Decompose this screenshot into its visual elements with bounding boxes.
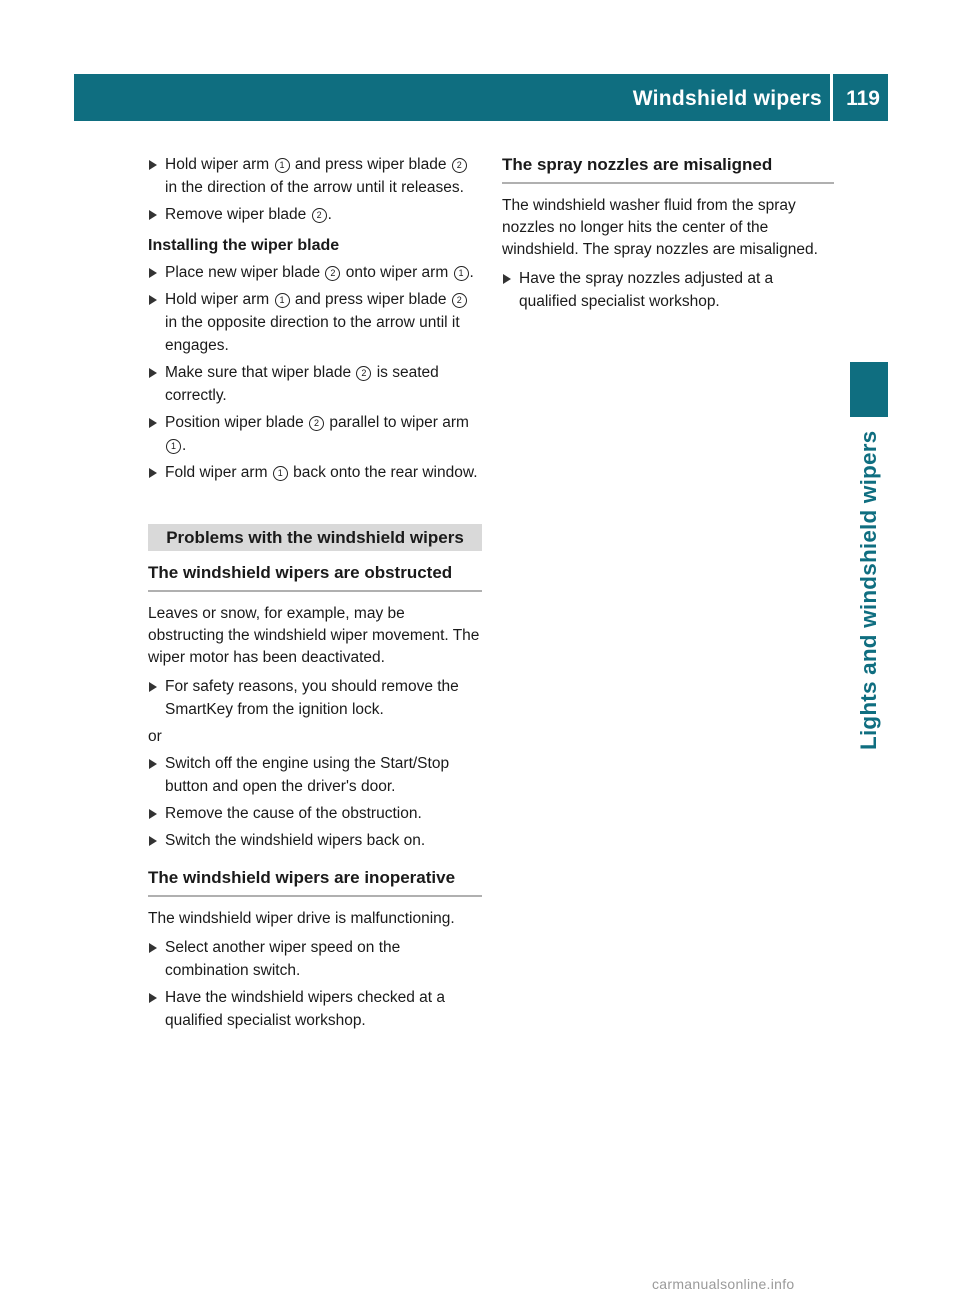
left-column (148, 153, 482, 1036)
callout-number: 1 (273, 466, 288, 481)
step-switch-off-engine: Switch off the engine using the Start/Stop button and open the driver's door. (148, 752, 482, 798)
step-remove-smartkey: For safety reasons, you should remove the SmartKey from the ignition lock. (148, 675, 482, 721)
callout-number: 2 (309, 416, 324, 431)
right-column (502, 153, 834, 317)
footer-watermark: carmanualsonline.info (652, 1276, 795, 1292)
callout-number: 1 (275, 293, 290, 308)
step-check-seated: Make sure that wiper blade 2 is seated correctly. (148, 361, 482, 407)
or-text: or (148, 728, 162, 745)
callout-number: 2 (325, 266, 340, 281)
step-adjust-nozzles: Have the spray nozzles adjusted at a qualified specialist workshop. (502, 267, 834, 313)
problems-banner: Problems with the windshield wipers (148, 524, 482, 551)
inoperative-heading: The windshield wipers are inoperative (148, 866, 482, 897)
obstructed-heading: The windshield wipers are obstructed (148, 561, 482, 592)
step-fold-arm: Fold wiper arm 1 back onto the rear window. (148, 461, 482, 484)
misaligned-paragraph: The windshield washer fluid from the spray nozzles no longer hits the center of the windshield. The spray nozzles are misaligned. (502, 197, 818, 258)
callout-number: 1 (166, 439, 181, 454)
step-place-blade: Place new wiper blade 2 onto wiper arm 1 . (148, 261, 482, 284)
side-tab-label: Lights and windshield wipers (856, 430, 881, 750)
page-number: 119 (846, 87, 880, 110)
step-remove-blade: Remove wiper blade 2 . (148, 203, 482, 226)
step-hold-release: Hold wiper arm 1 and press wiper blade 2 in the direction of the arrow until it releases. (148, 153, 482, 199)
step-hold-engage: Hold wiper arm 1 and press wiper blade 2 in the opposite direction to the arrow until it engages. (148, 288, 482, 357)
callout-number: 1 (454, 266, 469, 281)
installing-heading: Installing the wiper blade (148, 237, 340, 254)
misaligned-heading: The spray nozzles are misaligned (502, 153, 834, 184)
step-position-parallel: Position wiper blade 2 parallel to wiper arm 1 . (148, 411, 482, 457)
inoperative-paragraph: The windshield wiper drive is malfunctioning. (148, 910, 455, 927)
callout-number: 1 (275, 158, 290, 173)
callout-number: 2 (452, 293, 467, 308)
obstructed-paragraph: Leaves or snow, for example, may be obstructing the windshield wiper movement. The wiper motor has been deactivated. (148, 605, 480, 666)
header-title: Windshield wipers (632, 87, 822, 110)
step-remove-obstruction: Remove the cause of the obstruction. (148, 802, 482, 825)
step-switch-wipers-on: Switch the windshield wipers back on. (148, 829, 482, 852)
callout-number: 2 (356, 366, 371, 381)
step-select-speed: Select another wiper speed on the combination switch. (148, 936, 482, 982)
page-header (74, 74, 888, 121)
callout-number: 2 (452, 158, 467, 173)
step-check-workshop: Have the windshield wipers checked at a qualified specialist workshop. (148, 986, 482, 1032)
side-tab-marker (850, 362, 888, 417)
callout-number: 2 (312, 208, 327, 223)
header-separator (830, 74, 833, 121)
